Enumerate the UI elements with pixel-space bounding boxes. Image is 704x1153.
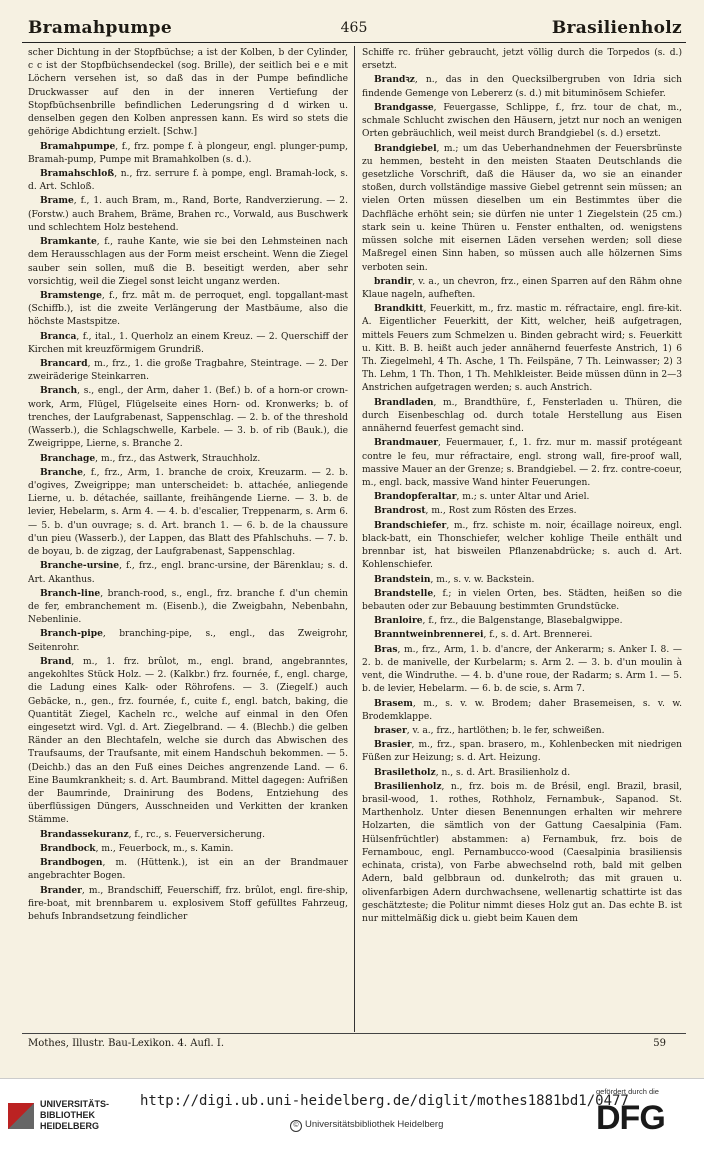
entry-paragraph: Brancard, m., frz., 1. die große Tragbahre, Steintrage. — 2. Der zweiräderige Steinkarren.: [28, 358, 348, 383]
header-left-keyword: Bramahpumpe: [28, 18, 172, 38]
entry-paragraph: Branch-pipe, branching-pipe, s., engl., das Zweigrohr, Seitenrohr.: [28, 628, 348, 653]
entry-paragraph: scher Dichtung in der Stopfbüchse; a ist der Kolben, b der Cylinder, c c ist der Stopfbüchsendeckel (sog. Brille), der seitlich bei e e mit Löchern versehen ist, so daß das in der Pumpe befindliche Druckwasser auf den in der inneren Vertiefung der Stopfbüchsenbrille befindlichen Lederungsring d d wirken u. denselben gegen den Kolben anpressen kann. Es wird so stets die gehörige Abdichtung erzielt. [Schw.]: [28, 48, 348, 138]
running-header: [22, 16, 686, 43]
column-divider: [354, 46, 355, 1032]
entry-paragraph: Branntweinbrennerei, f., s. d. Art. Brennerei.: [374, 629, 593, 641]
dfg-wordmark: DFG: [596, 1099, 665, 1137]
footer-source: Mothes, Illustr. Bau-Lexikon. 4. Aufl. I.: [28, 1038, 225, 1049]
viewer-banner: [0, 1078, 704, 1153]
entry-paragraph: Brandrost, m., Rost zum Rösten des Erzes.: [374, 505, 577, 517]
entry-paragraph: Bras, m., frz., Arm, 1. b. d'ancre, der Ankerarm; s. Anker I. 8. — 2. b. de manivelle, der Kurbelarm; s. Arm 2. — 3. b. d'un moulin à vent, die Windruthe. — 4. b. d'une roue, der Radarm; s. Arm 1. — 5. b. de levier, Hebelarm. — 6. b. de scie, s. Arm 7.: [362, 643, 682, 695]
header-right-keyword: Brasilienholz: [551, 18, 682, 38]
entry-paragraph: Brasem, m., s. v. w. Brodem; daher Brasemeisen, s. v. w. Brodemklappe.: [362, 697, 682, 722]
entry-paragraph: Brandgiebel, m.; um das Ueberhandnehmen der Feuersbrünste zu hemmen, besteht in den meisten Staaten Deutschlands die gesetzliche Vorschrift, daß die Häuser da, wo sie an einander stoßen, durch vollständige massive Giebel getrennt sein müssen; an vielen Orten müssen dieselben um ein Bestimmtes über die Dachfläche erhöht sein; sie dürfen nie unter 1 Ziegelstein (25 cm.) stark sein u. keine Thüren u. Fenster enthalten, od. wenigstens müssen solche mit eisernen Läden versehen werden; soll diese Maßregel einen Sinn haben, so müssen auch alle hölzernen Sims verboten sein.: [362, 142, 682, 273]
copyright-line: [290, 1119, 443, 1132]
entry-paragraph: Bramkante, f., rauhe Kante, wie sie bei den Lehmsteinen nach dem Herausschlagen aus der Form meist erscheint. Wenn die Ziegel sauber sein sollen, muß die B. beseitigt werden, aber sehr vorsichtig, weil die Ziegel sonst leicht unganz werden.: [28, 236, 348, 287]
footer-signature: 59: [653, 1038, 666, 1049]
book-page: [22, 16, 686, 1076]
entry-paragraph: Brasier, m., frz., span. brasero, m., Kohlenbecken mit niedrigen Füßen zur Heizung; s. d. Art. Heizung.: [362, 739, 682, 764]
entry-paragraph: Brandmauer, Feuermauer, f., 1. frz. mur m. massif protégeant contre le feu, mur réfractaire, engl. strong wall, fire-proof wall, massive Mauer an der Grenze; s. Brandgiebel. — 2. frz. contre-coeur, m., engl. back, massive Wand hinter Feuerungen.: [362, 437, 682, 488]
entry-paragraph: Brasilienholz, n., frz. bois m. de Brésil, engl. Brazil, brasil, brasil-wood, 1. rothes, Rothholz, Fernambuk-, Sapanod. St. Marthenholz. Unter diesen Benennungen erhalten wir mehrere Holzarten, die sämtlich von der Gattung Caesalpinia (Fam. Hülsenfrüchtler) abstammen: a) Fernambuk, frz. bois de Fernambouc, engl. Pernambucco-wood (Caesalpinia brasiliensis echinata, crista), von Farbe abwechselnd roth, bald mit gelben Adern, bald gelbbraun od. dunkelroth; das mit grauen u. olivenfarbigen Adern durchwachsene, wellenartig schattirte ist das geschätzteste; die Politur nimmt dieses Holz gut an. Das echte B. ist nur mittelmäßig dick u. giebt beim Kauen dem: [362, 780, 682, 924]
entry-paragraph: Brasiletholz, n., s. d. Art. Brasilienholz d.: [374, 766, 571, 778]
entry-paragraph: Brandschiefer, m., frz. schiste m. noir, écaillage noireux, engl. black-batt, ein Thonschiefer, welcher kohlige Theile enthält und brennbar ist, hat bisweilen Pflanzenabdrücke; s. auch d. Art. Kohlenschiefer.: [362, 519, 682, 571]
entry-paragraph: Branche-ursine, f., frz., engl. branc-ursine, der Bärenklau; s. d. Art. Akanthus.: [28, 560, 348, 585]
entry-paragraph: Brandassekuranz, f., rc., s. Feuerversicherung.: [40, 828, 266, 840]
library-logo[interactable]: [8, 1099, 116, 1139]
entry-paragraph: Brandopferaltar, m.; s. unter Altar und Ariel.: [374, 491, 590, 503]
entry-paragraph: Brandbock, m., Feuerbock, m., s. Kamin.: [40, 842, 234, 854]
entry-paragraph: Branch, s., engl., der Arm, daher 1. (Bef.) b. of a horn-or crown-work, Arm, Flügel, Flügelseite eines Horn- od. Kronwerks; b. of trenches, der Laufgrabenast, Sappenschlag. — 2. b. of the threshold (Wasserb.), die Schlagschwelle, Karbele. — 3. b. of rib (Bauk.), die Zweigrippe, Lierne, s. Branche 2.: [28, 385, 348, 450]
entry-paragraph: Brandꝛz, n., das in den Quecksilbergruben von Idria sich findende Gemenge von Lebererz (s. d.) mit bituminösem Schiefer.: [362, 74, 682, 99]
dfg-logo[interactable]: [588, 1083, 698, 1147]
entry-paragraph: Brame, f., 1. auch Bram, m., Rand, Borte, Randverzierung. — 2. (Forstw.) auch Brahem, Bräme, Brahen rc., Vorwald, aus Buschwerk und schlechtem Holz bestehend.: [28, 195, 348, 233]
entry-paragraph: Brandgasse, Feuergasse, Schlippe, f., frz. tour de chat, m., schmale Schlucht zwischen den Häusern, jetzt nur noch an wenigen Orten gebräuchlich, weil meist durch Brandgiebel (s. d.) ersetzt.: [362, 101, 682, 140]
entry-paragraph: Branca, f., ital., 1. Querholz an einem Kreuz. — 2. Querschiff der Kirchen mit kreuzförmigem Grundriß.: [28, 330, 348, 355]
entry-paragraph: braser, v. a., frz., hartlöthen; b. le fer, schweißen.: [374, 724, 605, 736]
page-number: 465: [340, 20, 368, 36]
entry-paragraph: Branloire, f., frz., die Balgenstange, Blasebalgwippe.: [374, 615, 623, 627]
copyright-icon: ©: [290, 1120, 302, 1132]
entry-paragraph: Brandstelle, f.; in vielen Orten, bes. Städten, heißen so die bebauten oder zur Bebauung bestimmten Grundstücke.: [362, 587, 682, 612]
left-column: [28, 47, 348, 1031]
entry-paragraph: Bramahpumpe, f., frz. pompe f. à plongeur, engl. plunger-pump, Bramah-pump, Pumpe mit Bramahkolben (s. d.).: [28, 140, 348, 165]
entry-paragraph: Brandkitt, Feuerkitt, m., frz. mastic m. réfractaire, engl. fire-kit. A. Eigentlicher Feuerkitt, der Kitt, welcher, heiß aufgetragen, mittels Feuers zum Schmelzen u. Binden gebracht wird; s. Feuerkitt u. Kitt. B. B. heißt auch jeder annähernd feuerfeste Anstrich, 1) 6 Th. Ziegelmehl, 4 Th. Asche, 1 Th. Feilspäne, 7 Th. Leinwasser; 2) 3 Th. Lehm, 1 Th. Thon, 1 Th. Mehlkleister. Beide müssen dünn in 2—3 Anstrichen aufgetragen werden; s. auch Anstrich.: [362, 303, 682, 394]
funded-by-label: gefördert durch die: [596, 1087, 659, 1096]
permalink-url[interactable]: http://digi.ub.uni-heidelberg.de/diglit/mothes1881bd1/0477: [140, 1093, 629, 1109]
page-footer: [22, 1033, 686, 1054]
right-column: [362, 47, 682, 1031]
entry-paragraph: brandir, v. a., un chevron, frz., einen Sparren auf den Rähm ohne Klaue nageln, aufheften.: [362, 275, 682, 300]
entry-paragraph: Bramahschloß, n., frz. serrure f. à pompe, engl. Bramah-lock, s. d. Art. Schloß.: [28, 167, 348, 193]
entry-paragraph: Brandladen, m., Brandthüre, f., Fensterladen u. Thüren, die durch Eisenbeschlag od. durch totale Herstellung aus Eisen annähernd feuerfest gemacht sind.: [362, 396, 682, 435]
entry-paragraph: Branchage, m., frz., das Astwerk, Strauchholz.: [40, 452, 261, 464]
entry-paragraph: Branche, f., frz., Arm, 1. branche de croix, Kreuzarm. — 2. b. d'ogives, Zweigrippe; man unterscheidet: b. attachée, anliegende Lierne, u. b. détachée, saillante, freihängende Lierne. — 3. b. de levier, Hebelarm, s. Arm 4. — 4. b. d'escalier, Treppenarm, s. Arm 6. — 5. b. d'un ouvrage; s. d. Art. branch 1. — 6. b. de la chaussure d'un pieu (Wasserb.), der Lappen, das Blatt des Pfahlschuhs. — 7. b. de boyau, b. de zigzag, der Laufgrabenast, Sappenschlag.: [28, 466, 348, 558]
entry-paragraph: Branch-line, branch-rood, s., engl., frz. branche f. d'un chemin de fer, embranchement m. (Eisenb.), die Zweigbahn, Nebenbahn, Nebenlinie.: [28, 587, 348, 626]
entry-paragraph: Schiffe rc. früher gebraucht, jetzt völlig durch die Torpedos (s. d.) ersetzt.: [362, 48, 682, 72]
entry-paragraph: Brandstein, m., s. v. w. Backstein.: [374, 573, 535, 585]
copyright-text: Universitätsbibliothek Heidelberg: [305, 1119, 444, 1130]
entry-paragraph: Brander, m., Brandschiff, Feuerschiff, frz. brûlot, engl. fire-ship, fire-boat, mit brennbarem u. explosivem Stoff gefülltes Fahrzeug, behufs Inbrandsetzung feindlicher: [28, 884, 348, 922]
library-logo-icon: [8, 1103, 34, 1129]
entry-paragraph: Brandbogen, m. (Hüttenk.), ist ein an der Brandmauer angebrachter Bogen.: [28, 857, 348, 882]
library-name: UNIVERSITÄTS- BIBLIOTHEK HEIDELBERG: [40, 1099, 110, 1131]
entry-paragraph: Brand, m., 1. frz. brûlot, m., engl. brand, angebranntes, angekohltes Stück Holz. — 2. (Kalkbr.) frz. fournée, f., engl. charge, die Ladung eines Kalk- oder Röhrofens. — 3. (Ziegelf.) auch Gebäcke, n., gen., frz. fournée, f., cuite f., engl. batch, baking, die Quantität Ziegel, Kacheln rc., welche auf einmal in den Ofen eingesetzt wird. Vgl. d. Art. Ziegelbrand. — 4. (Blechb.) die gelben Ränder an den Blechtafeln, welche sie durch das Abwischen des Traufsaums, der Traufsante, mit einem Handschuh bekommen. — 5. (Deichb.) das an den Fuß eines Deiches angrenzende Land. — 6. Eine Baumkrankheit; s. d. Art. Baumbrand. Mittel dagegen: Aufrißen der Baumrinde, Drainirung des Bodens, Entziehung des überflüssigen Düngers, Ausschneiden und Verkitten der kranken Stämme.: [28, 655, 348, 826]
entry-paragraph: Bramstenge, f., frz. mât m. de perroquet, engl. topgallant-mast (Schiffb.), ist die zweite Verlängerung der Mastbäume, also die höchste Mastspitze.: [28, 289, 348, 328]
